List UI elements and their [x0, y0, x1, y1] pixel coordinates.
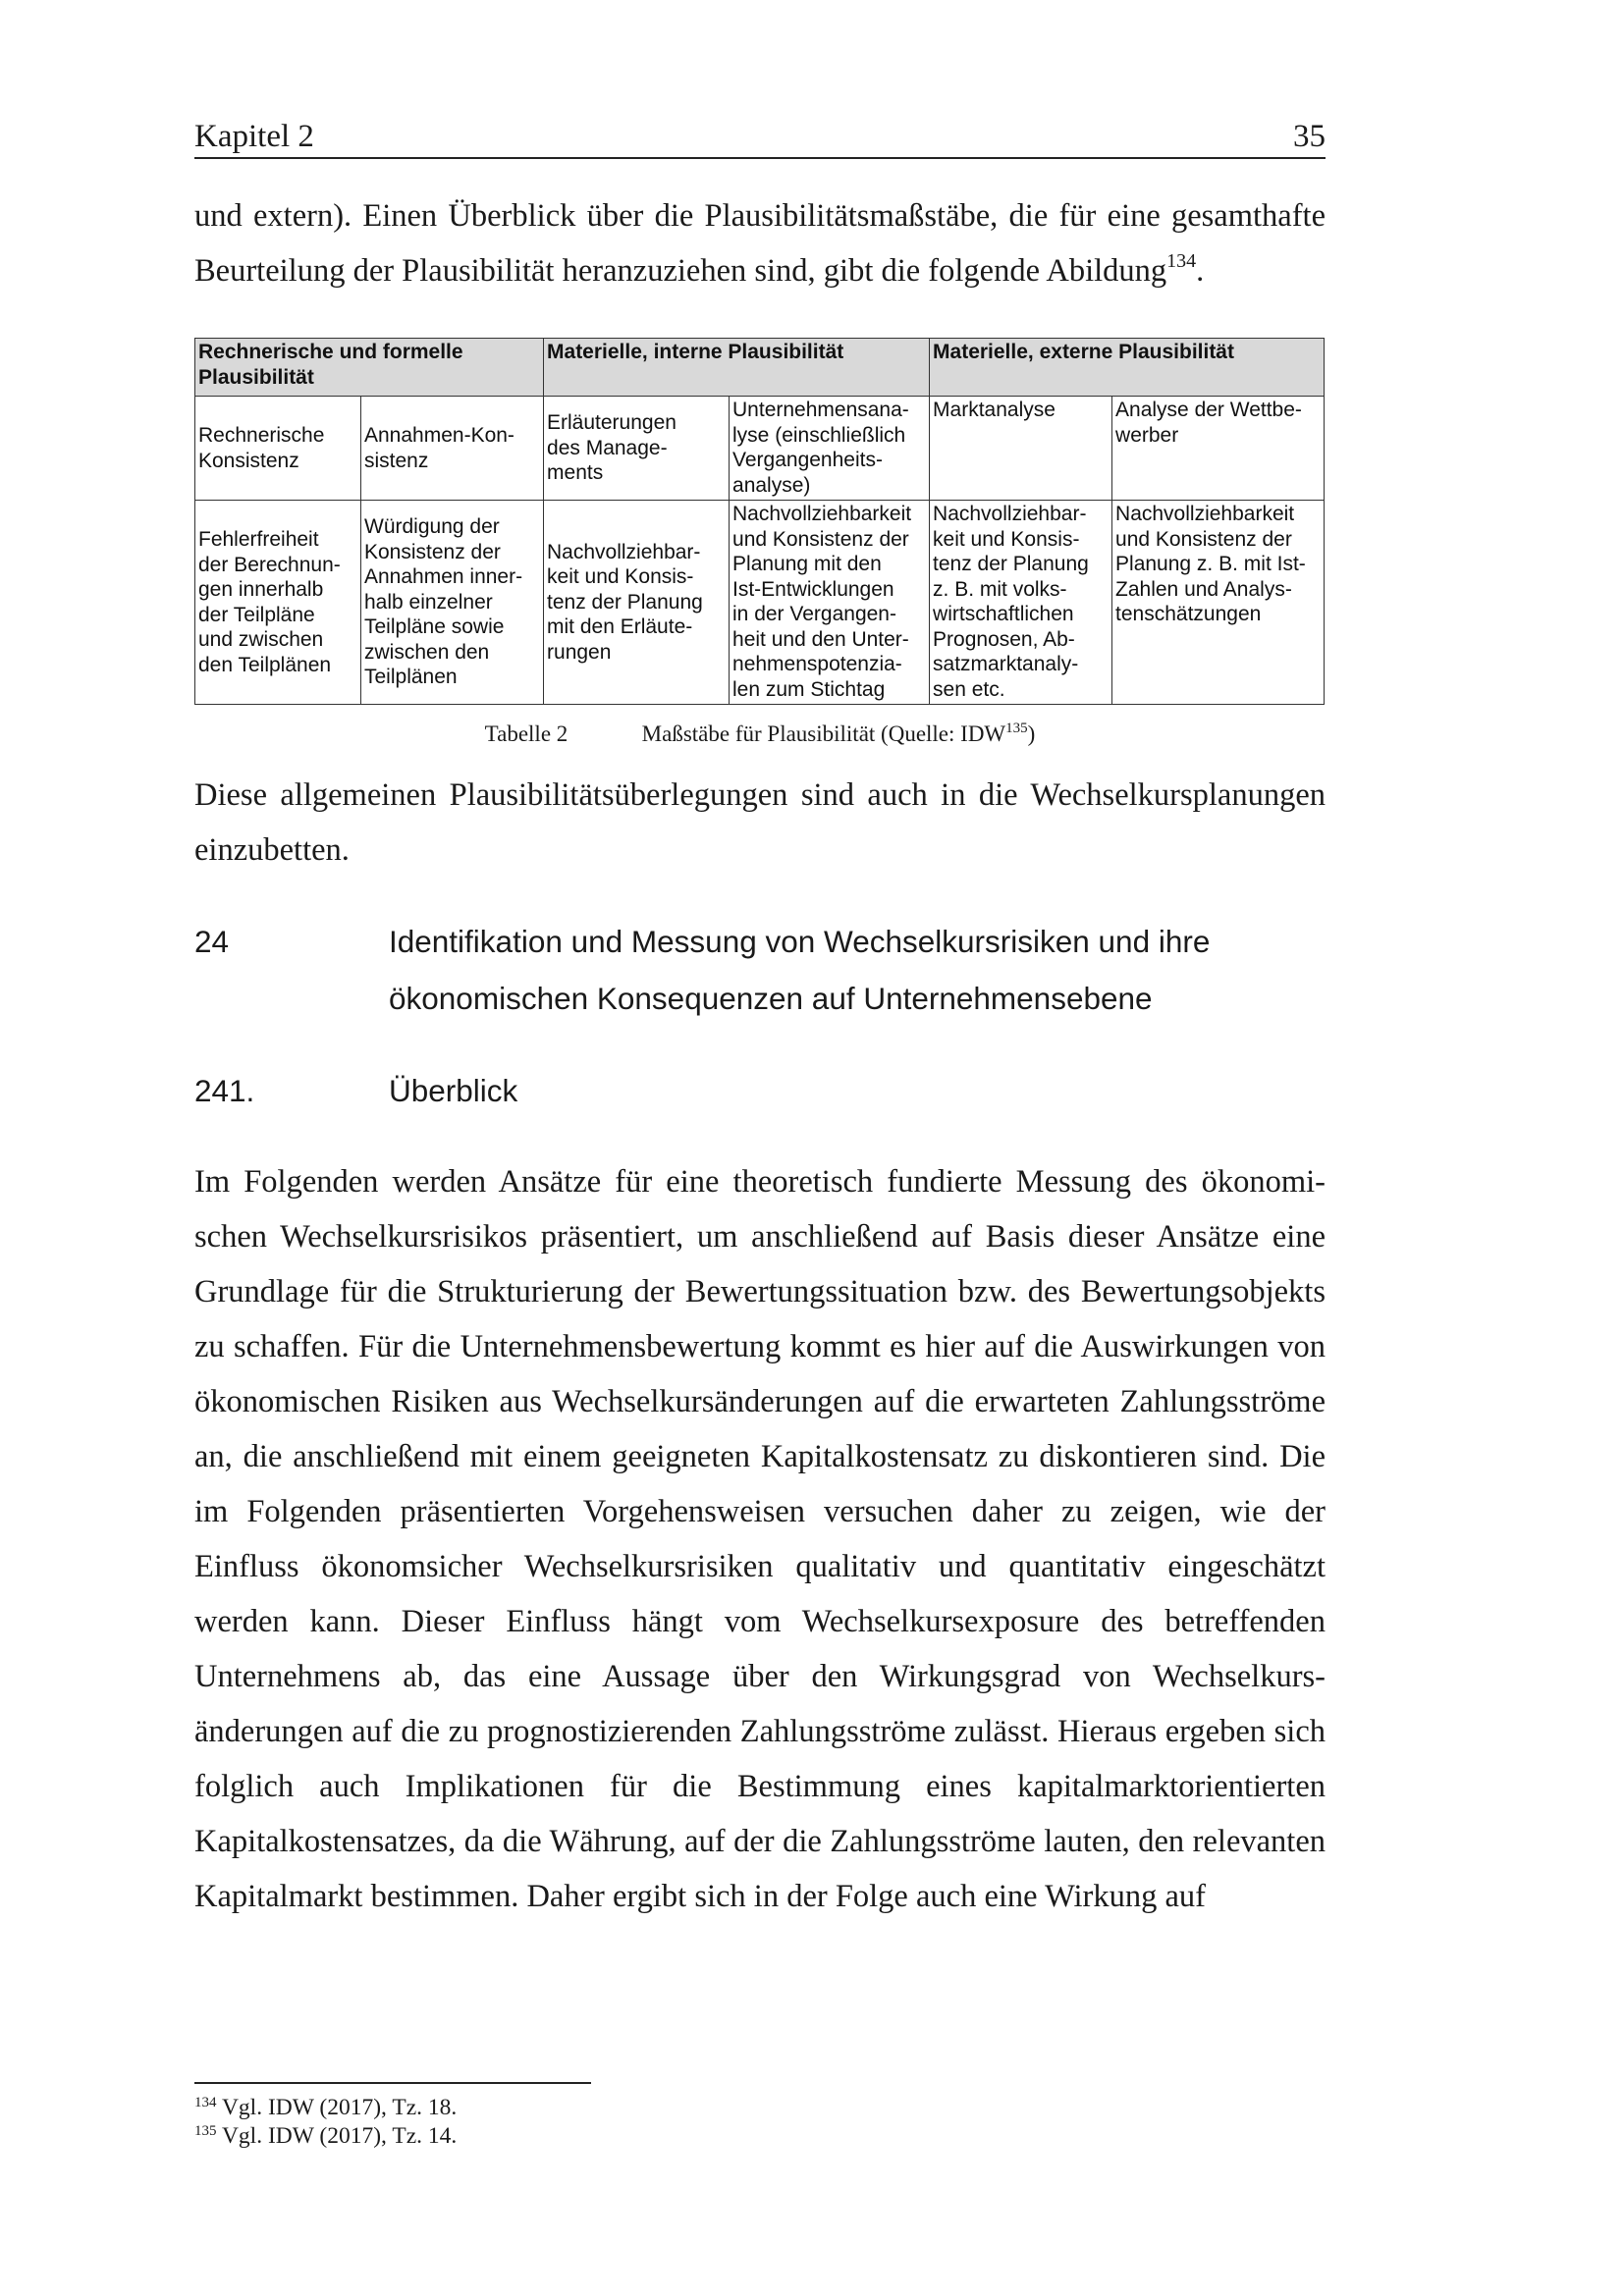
table-subheader-row [195, 397, 1325, 501]
table-cell: Nachvollziehbar- keit und Konsis- tenz der Planung mit den Erläute- rungen [544, 501, 730, 705]
section-heading-24 [194, 913, 1326, 1031]
table-cell: Würdigung der Konsistenz der Annahmen inner- halb einzelner Teilpläne sowie zwischen den Teilplänen [361, 501, 544, 705]
group-header-formal: Rechnerische und formelle Plausibilität [195, 339, 544, 397]
footnote-number: 135 [194, 2123, 217, 2139]
section-number: 241. [194, 1073, 255, 1108]
footnote-text: Vgl. IDW (2017), Tz. 14. [221, 2123, 458, 2149]
running-header [194, 116, 1326, 159]
footnote-text: Vgl. IDW (2017), Tz. 18. [221, 2095, 458, 2120]
body-paragraph: Im Folgenden werden Ansätze für eine theoretisch fundierte Messung des ökonomischen Wechselkursrisikos präsentiert, um anschließend auf Basis dieser Ansätze eine Grundlage für die Strukturierung der Bewertungssituation bzw. des Bewertungsobjekts zu schaffen. Für die Unternehmensbewertung kommt es hier auf die Auswirkungen von ökonomischen Risiken aus Wechselkursänderungen auf die erwarteten Zahlungsströme an, die anschließend mit einem geeigneten Kapitalkostensatz zu diskontieren sind. Die im Folgenden präsentierten Vorgehensweisen versuchen daher zu zeigen, wie der Einfluss ökonomsicher Wechselkursrisiken qualitativ und quantitativ eingeschätzt werden kann. Dieser Einfluss hängt vom Wechselkursexposure des betreffenden Unternehmens ab, das eine Aussage über den Wirkungsgrad von Wechselkursänderungen auf die zu prognostizierenden Zahlungsströme zulässt. Hieraus ergeben sich folglich auch Implikationen für die Bestimmung eines kapitalmarktorientierten Kapitalkostensatzes, da die Währung, auf der die Zahlungsströme lauten, den relevanten Kapitalmarkt bestimmen. Daher ergibt sich in der Folge auch eine Wirkung auf [194, 1164, 1326, 1914]
caption-text: Maßstäbe für Plausibilität (Quelle: IDW [641, 721, 1006, 746]
intro-text: und extern). Einen Überblick über die Plausibilitätsmaßstäbe, die für eine gesamthafte Beurteilung der Plausibilität heranzuziehen sind, gibt die folgende Abildung [194, 198, 1326, 289]
footnote [194, 2122, 457, 2151]
after-table-paragraph: Diese allgemeinen Plausibilitätsüberlegungen sind auch in die Wechselkursplanungen einzubetten. [194, 777, 1326, 868]
table-cell: Fehlerfreiheit der Berechnun- gen innerhalb der Teilpläne und zwischen den Teilplänen [195, 501, 361, 705]
table-cell: Marktanalyse [930, 397, 1112, 501]
group-header-external: Materielle, externe Plausibilität [930, 339, 1325, 397]
footnote [194, 2094, 457, 2122]
plausibility-table [194, 338, 1325, 705]
table-cell: Nachvollziehbar- keit und Konsis- tenz der Planung z. B. mit volks- wirtschaftlichen Prognosen, Ab- satzmarktanaly- sen etc. [930, 501, 1112, 705]
page-number: 35 [1293, 119, 1326, 154]
table-cell: Nachvollziehbarkeit und Konsistenz der Planung z. B. mit Ist- Zahlen und Analys- tenschätzungen [1112, 501, 1325, 705]
footnotes [194, 2094, 457, 2151]
table-cell: Nachvollziehbarkeit und Konsistenz der Planung mit den Ist-Entwicklungen in der Vergangen- heit und den Unter- nehmenspotenzia- len zum Stichtag [730, 501, 930, 705]
table-cell: Analyse der Wettbe- werber [1112, 397, 1325, 501]
table-cell: Rechnerische Konsistenz [195, 397, 361, 501]
table-cell: Erläuterungen des Manage- ments [544, 397, 730, 501]
section-title: Identifikation und Messung von Wechselkursrisiken und ihre ökonomischen Konsequenzen auf Unternehmensebene [389, 924, 1211, 1016]
table-group-header-row [195, 339, 1325, 397]
section-heading-241 [194, 1062, 1326, 1121]
intro-end: . [1196, 253, 1205, 289]
caption-number: Tabelle 2 [484, 721, 568, 746]
footnote-number: 134 [194, 2095, 217, 2110]
table-description-row [195, 501, 1325, 705]
chapter-label: Kapitel 2 [194, 119, 314, 154]
footnote-ref-134[interactable]: 134 [1166, 250, 1197, 272]
footnote-ref-135[interactable]: 135 [1005, 721, 1028, 736]
section-number: 24 [194, 924, 230, 959]
table-cell: Annahmen-Kon- sistenz [361, 397, 544, 501]
section-title: Überblick [389, 1073, 518, 1108]
caption-end: ) [1027, 721, 1036, 746]
table-cell: Unternehmensana- lyse (einschließlich Vergangenheits- analyse) [730, 397, 930, 501]
intro-paragraph [194, 188, 1326, 298]
footnote-separator [194, 2082, 591, 2084]
table-caption [194, 720, 1326, 749]
group-header-internal: Materielle, interne Plausibilität [544, 339, 930, 397]
